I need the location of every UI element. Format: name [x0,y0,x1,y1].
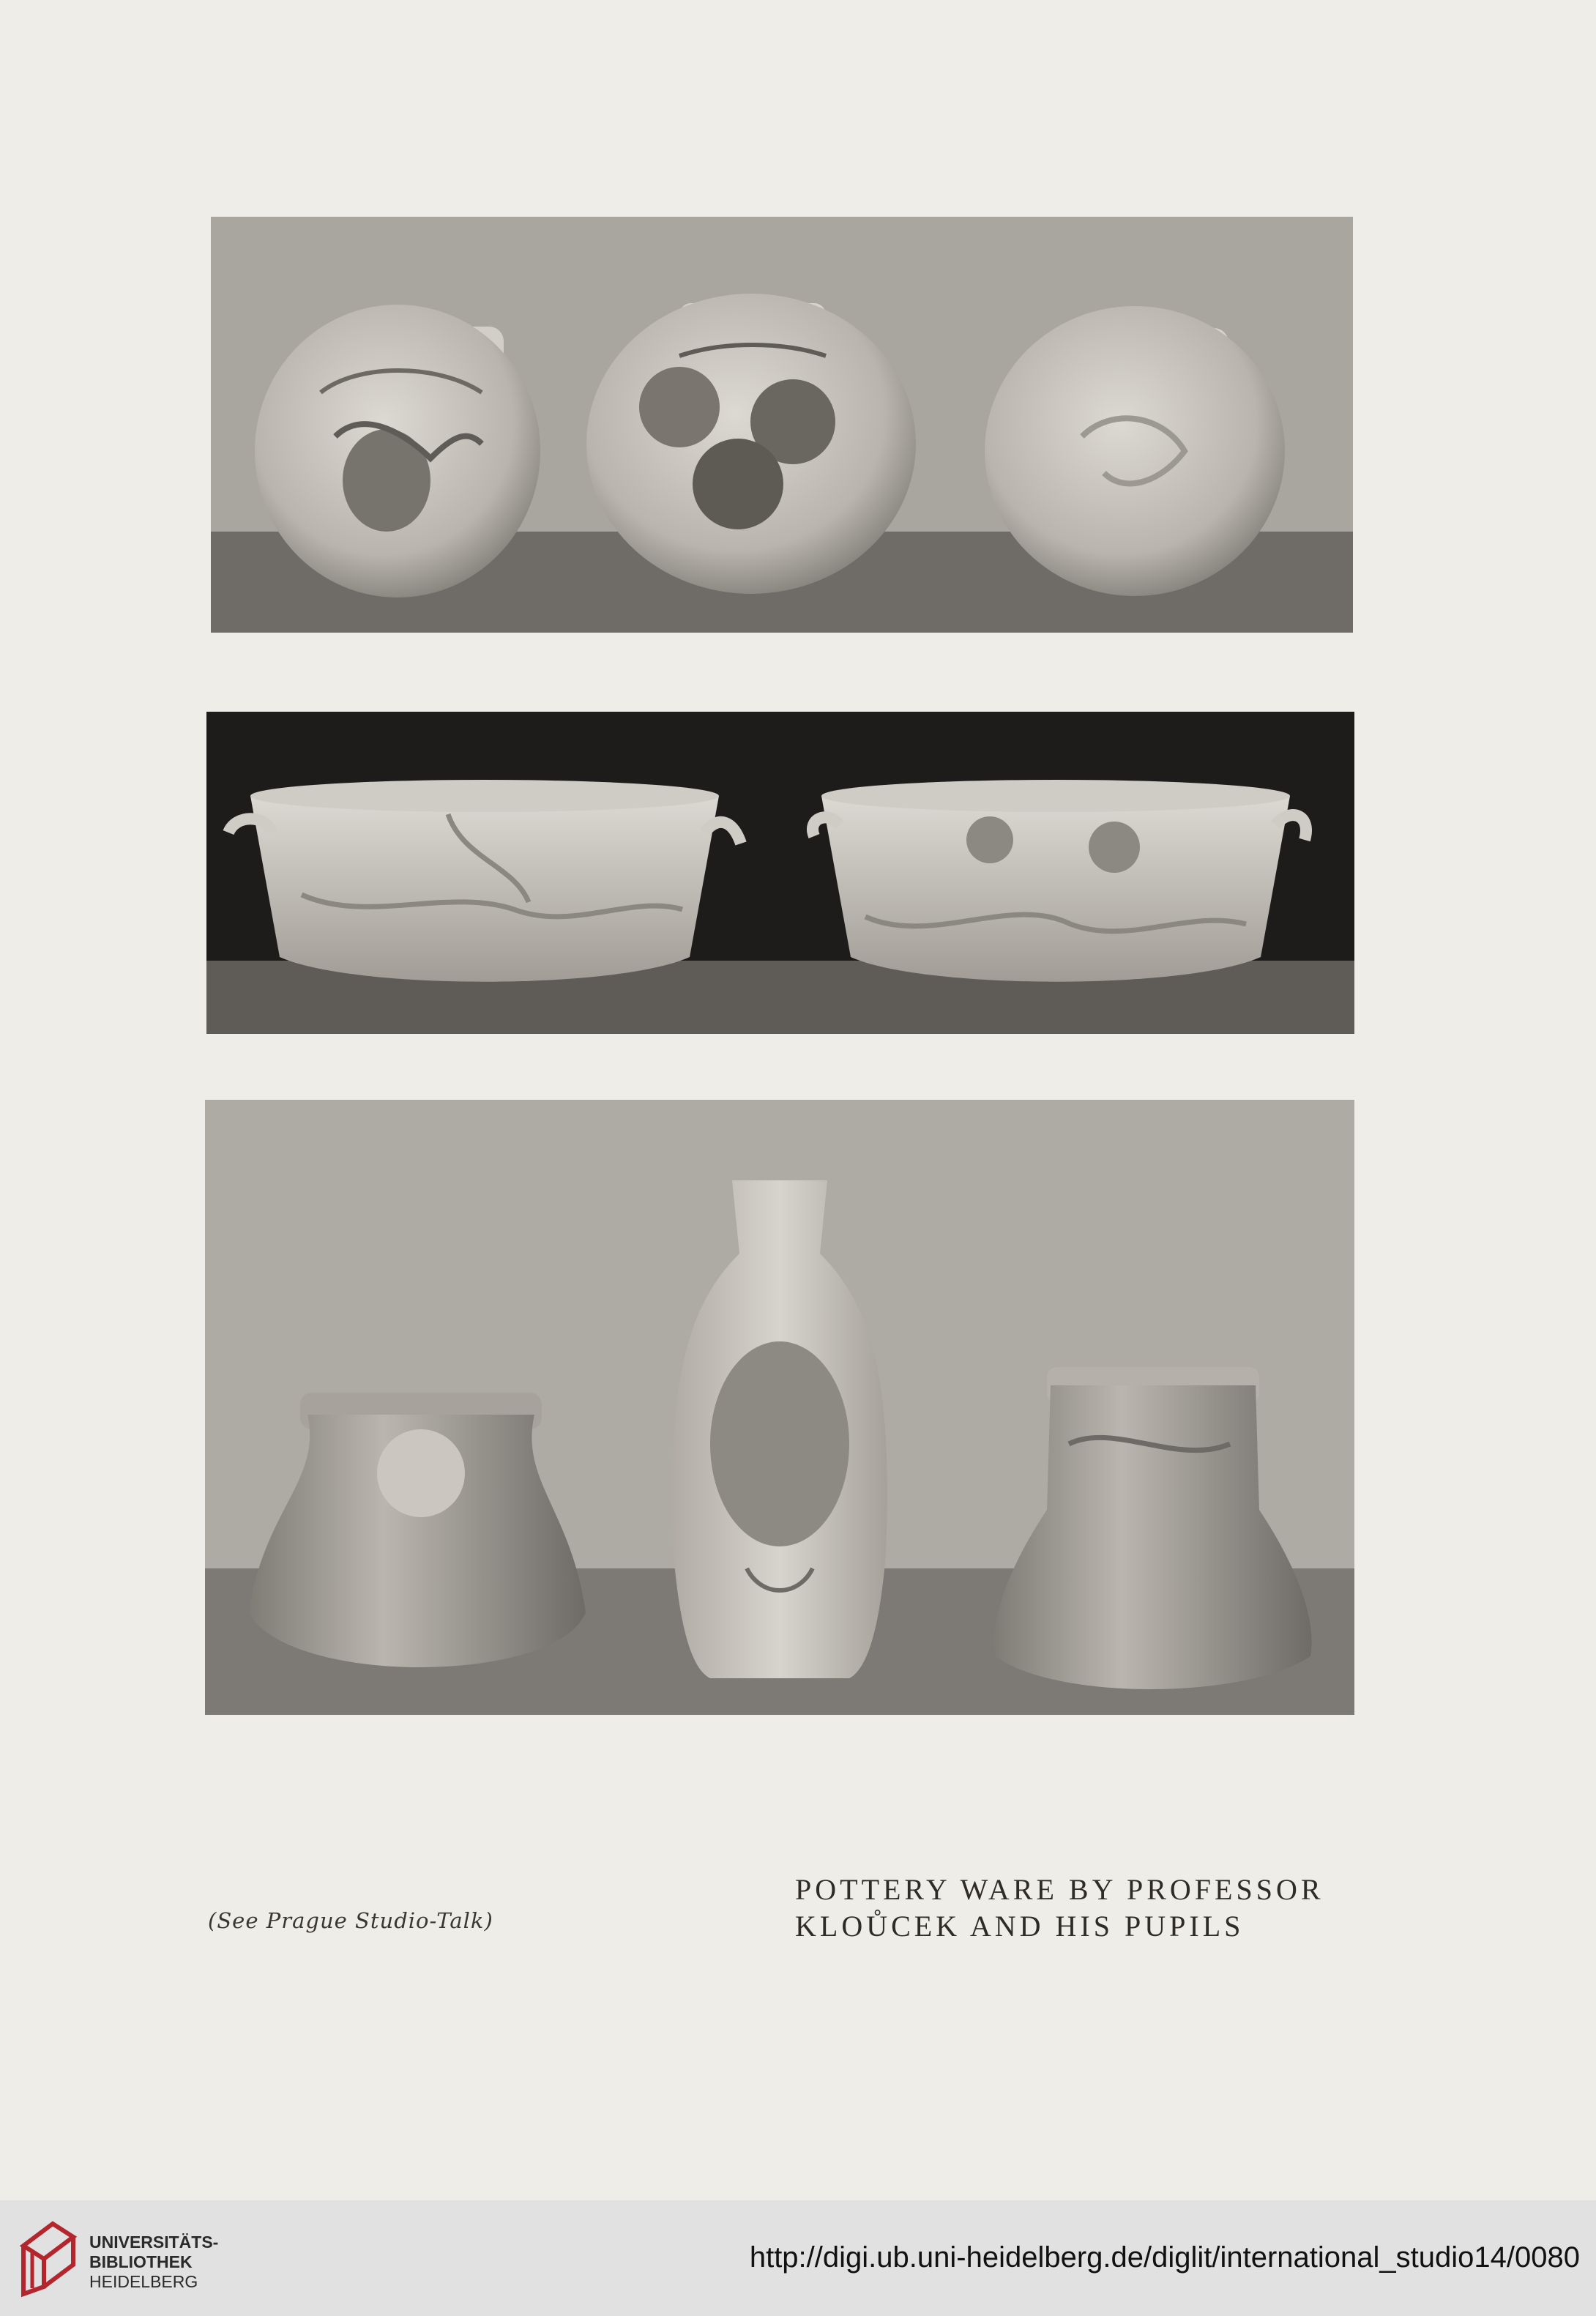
vase-middle [586,294,916,594]
bowl-right [813,780,1306,982]
library-name [89,2233,218,2292]
photo-plate-middle [206,712,1354,1034]
vases-photo [211,217,1353,633]
bowl-left [228,780,741,982]
permalink-url[interactable]: http://digi.ub.uni-heidelberg.de/diglit/international_studio14/0080 [749,2241,1580,2274]
library-name-line-3: HEIDELBERG [89,2272,198,2291]
caption-line-2: KLOŮCEK AND HIS PUPILS [795,1910,1245,1943]
photo-plate-top [211,217,1353,633]
plate-caption [795,1872,1366,1945]
vase-right [985,306,1285,596]
library-name-line-1: UNIVERSITÄTS- [89,2233,219,2252]
tall-vases-photo [205,1100,1354,1715]
bowls-photo [206,712,1354,1034]
vase-left [255,305,540,597]
university-library-logo-icon [16,2216,79,2301]
cross-reference-note: (See Prague Studio-Talk) [208,1908,493,1933]
library-footer [0,2200,1596,2316]
caption-line-1: POTTERY WARE BY PROFESSOR [795,1873,1324,1906]
photo-plate-bottom [205,1100,1354,1715]
library-name-line-2: BIBLIOTHEK [89,2252,193,2271]
